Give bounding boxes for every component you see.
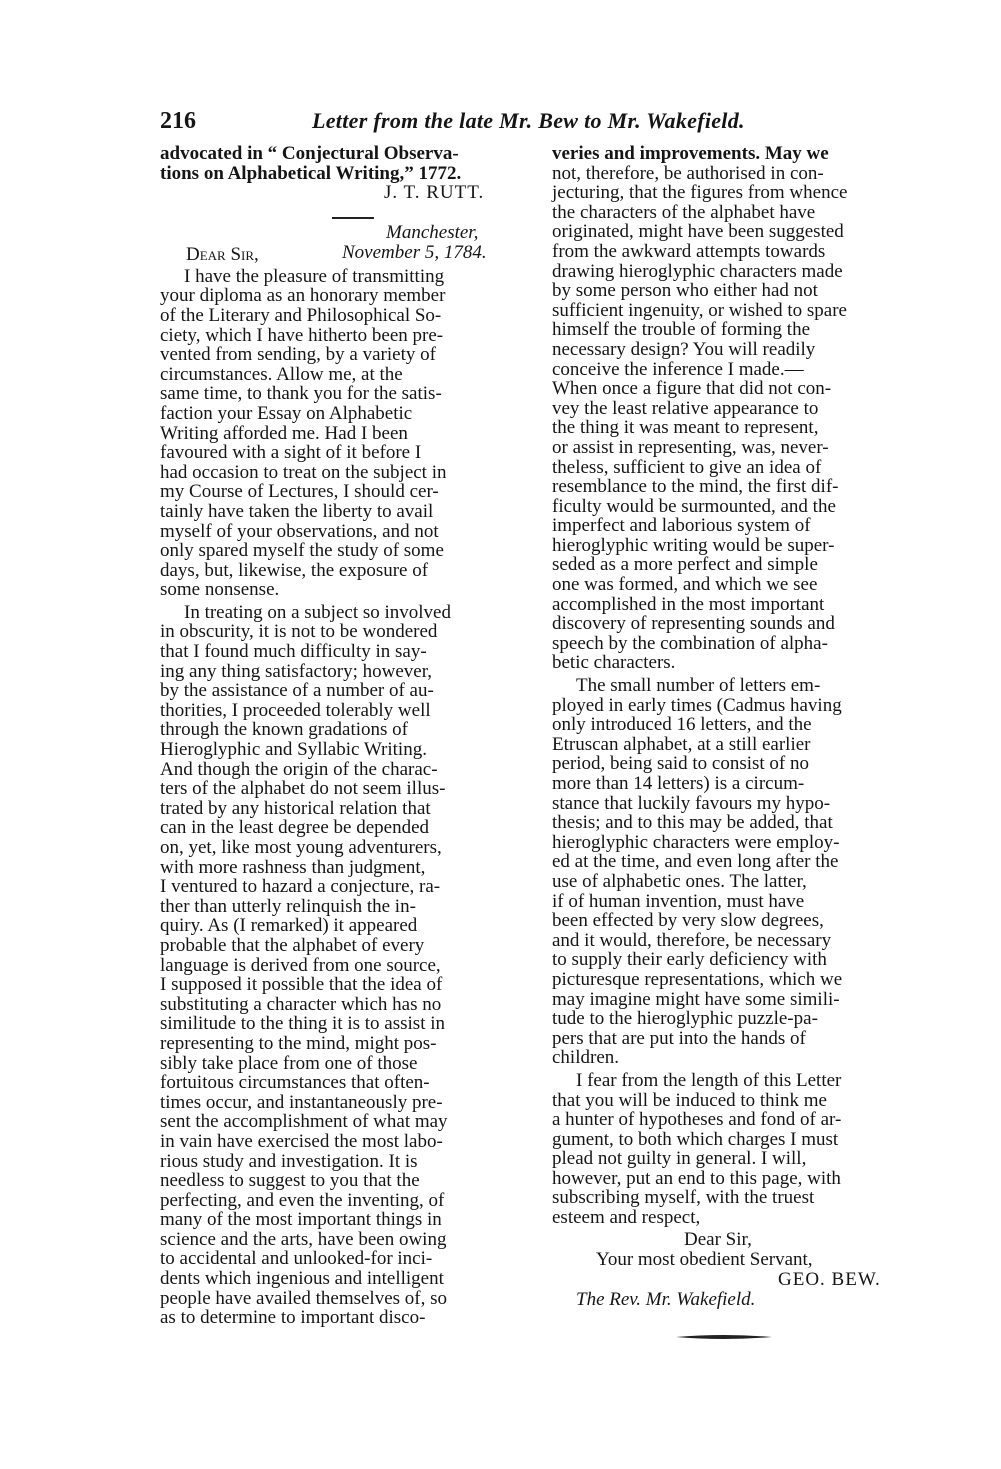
text-line: by the assistance of a number of au- [160, 680, 434, 702]
text-line: of the Literary and Philosophical So- [160, 304, 442, 326]
text-line: I fear from the length of this Letter [576, 1069, 842, 1091]
text-line: ficulty would be surmounted, and the [552, 495, 836, 517]
text-line: jecturing, that the figures from whence [552, 182, 848, 204]
text-line: ters of the alphabet do not seem illus- [160, 778, 446, 800]
text-line: speech by the combination of alpha- [552, 632, 828, 654]
letter-dateline [160, 223, 534, 263]
text-line: only spared myself the study of some [160, 540, 444, 562]
text-line: representing to the mind, might pos- [160, 1032, 437, 1054]
paragraph-3 [552, 676, 906, 1068]
text-line: sufficient ingenuity, or wished to spare [552, 299, 847, 321]
text-line: subscribing myself, with the truest [552, 1187, 815, 1209]
left-column [160, 144, 534, 1328]
text-line: And though the origin of the charac- [160, 758, 438, 780]
text-line: people have availed themselves of, so [160, 1287, 448, 1309]
paragraph-1 [160, 267, 534, 600]
text-line: from the awkward attempts towards [552, 240, 826, 262]
paragraph-2 [160, 603, 534, 1328]
text-line: in obscurity, it is not to be wondered [160, 621, 438, 643]
text-line: trated by any historical relation that [160, 797, 431, 819]
text-line: seded as a more perfect and simple [552, 554, 818, 576]
intro-line: tions on Alphabetical Writing,” 1772. [160, 162, 462, 184]
text-line: to accidental and unlooked-for inci- [160, 1248, 433, 1270]
text-line: accomplished in the most important [552, 593, 825, 615]
text-line: tude to the hieroglyphic puzzle-pa- [552, 1008, 818, 1030]
text-line: himself the trouble of forming the [552, 319, 811, 341]
text-line: The small number of letters em- [576, 675, 821, 697]
text-line: ing any thing satisfactory; however, [160, 660, 433, 682]
text-line: if of human invention, must have [552, 890, 805, 912]
text-line: as to determine to important disco- [160, 1307, 426, 1329]
text-line: only introduced 16 letters, and the [552, 714, 812, 736]
text-line: substituting a character which has no [160, 993, 442, 1015]
text-line: plead not guilty in general. I will, [552, 1148, 807, 1170]
running-title: Letter from the late Mr. Bew to Mr. Wakefield. [312, 108, 745, 133]
signature-name: GEO. BEW. [778, 1268, 881, 1290]
text-line: ther than utterly relinquish the in- [160, 895, 416, 917]
text-line: language is derived from one source, [160, 954, 441, 976]
text-line: thesis; and to this may be added, that [552, 812, 833, 834]
text-line: or assist in representing, was, never- [552, 436, 829, 458]
text-line: discovery of representing sounds and [552, 613, 835, 635]
text-line: stance that luckily favours my hypo- [552, 792, 831, 814]
letter-date: November 5, 1784. [342, 241, 487, 263]
text-line: sent the accomplishment of what may [160, 1111, 448, 1133]
text-line: your diploma as an honorary member [160, 285, 446, 307]
text-line: circumstances. Allow me, at the [160, 363, 403, 385]
text-line: my Course of Lectures, I should cer- [160, 481, 439, 503]
text-line: pers that are put into the hands of [552, 1027, 806, 1049]
text-line: veries and improvements. May we [552, 143, 829, 164]
closing-phrase: Your most obedient Servant, [596, 1248, 813, 1270]
text-line: drawing hieroglyphic characters made [552, 260, 843, 282]
text-line: to supply their early deficiency with [552, 949, 827, 971]
text-line: When once a figure that did not con- [552, 378, 832, 400]
text-line: rious study and investigation. It is [160, 1150, 418, 1172]
text-line: and it would, therefore, be necessary [552, 929, 832, 951]
text-line: not, therefore, be authorised in con- [552, 162, 824, 184]
text-line: a hunter of hypotheses and fond of ar- [552, 1109, 842, 1131]
text-line: that you will be induced to think me [552, 1089, 827, 1111]
text-line: needless to suggest to you that the [160, 1170, 420, 1192]
text-line: use of alphabetic ones. The latter, [552, 870, 807, 892]
letter-closing [552, 1230, 906, 1310]
text-line: children. [552, 1047, 620, 1069]
text-line: Writing afforded me. Had I been [160, 422, 408, 444]
paragraph-4 [552, 1071, 906, 1228]
text-line: vented from sending, by a variety of [160, 344, 436, 366]
text-line: more than 14 letters) is a circum- [552, 773, 805, 794]
text-line: esteem and respect, [552, 1207, 701, 1229]
text-line: ployed in early times (Cadmus having [552, 694, 842, 716]
text-line: same time, to thank you for the satis- [160, 383, 442, 405]
text-line: had occasion to treat on the subject in [160, 461, 447, 483]
text-line: may imagine might have some simili- [552, 988, 840, 1010]
text-line: thorities, I proceeded tolerably well [160, 699, 431, 721]
text-line: myself of your observations, and not [160, 520, 439, 542]
text-line: imperfect and laborious system of [552, 515, 811, 537]
text-line: picturesque representations, which we [552, 968, 843, 990]
end-ornament [676, 1332, 772, 1342]
text-line: ciety, which I have hitherto been pre- [160, 324, 444, 346]
text-line: however, put an end to this page, with [552, 1167, 841, 1189]
text-line: conceive the inference I made.— [552, 358, 804, 380]
text-line: necessary design? You will readily [552, 338, 816, 360]
date-place: Manchester, [386, 221, 479, 243]
salutation: Dear Sir, [186, 243, 259, 265]
text-line: through the known gradations of [160, 719, 409, 741]
text-line: similitude to the thing it is to assist in [160, 1013, 446, 1035]
text-line: theless, sufficient to give an idea of [552, 456, 822, 478]
text-line: I ventured to hazard a conjecture, ra- [160, 876, 441, 898]
text-line: originated, might have been suggested [552, 221, 844, 243]
text-line: by some person who either had not [552, 280, 818, 302]
addressee: The Rev. Mr. Wakefield. [576, 1288, 756, 1310]
text-line: in vain have exercised the most labo- [160, 1130, 443, 1152]
text-line: Hieroglyphic and Syllabic Writing. [160, 739, 427, 761]
text-line: ed at the time, and even long after the [552, 851, 839, 873]
text-line: times occur, and instantaneously pre- [160, 1091, 443, 1113]
text-line: tainly have taken the liberty to avail [160, 500, 434, 522]
text-line: I have the pleasure of transmitting [184, 265, 445, 287]
text-line: period, being said to consist of no [552, 753, 809, 775]
text-line: probable that the alphabet of every [160, 934, 425, 956]
text-line: on, yet, like most young adventurers, [160, 837, 442, 858]
text-line: faction your Essay on Alphabetic [160, 402, 413, 424]
section-divider [332, 217, 374, 219]
intro-line: advocated in “ Conjectural Observa- [160, 143, 459, 164]
text-line: quiry. As (I remarked) it appeared [160, 915, 418, 937]
text-line: been effected by very slow degrees, [552, 910, 824, 932]
text-line: betic characters. [552, 652, 676, 674]
intro-signer: J. T. RUTT. [384, 182, 485, 204]
text-line: one was formed, and which we see [552, 574, 818, 596]
text-line: vey the least relative appearance to [552, 397, 819, 419]
text-line: the characters of the alphabet have [552, 201, 816, 223]
text-line: the thing it was meant to represent, [552, 417, 819, 439]
closing-salutation: Dear Sir, [684, 1228, 752, 1250]
text-line: many of the most important things in [160, 1209, 442, 1231]
page-number: 216 [160, 108, 196, 134]
text-line: favoured with a sight of it before I [160, 442, 422, 464]
paragraph-2-continued [552, 144, 906, 673]
text-line: sibly take place from one of those [160, 1052, 418, 1074]
text-line: hieroglyphic characters were employ- [552, 831, 840, 853]
text-line: days, but, likewise, the exposure of [160, 559, 429, 581]
page-header [160, 108, 880, 140]
text-line: with more rashness than judgment, [160, 856, 426, 878]
text-line: fortuitous circumstances that often- [160, 1072, 430, 1094]
text-line: some nonsense. [160, 579, 280, 601]
text-line: perfecting, and even the inventing, of [160, 1189, 445, 1211]
text-line: can in the least degree be depended [160, 817, 430, 839]
text-line: hieroglyphic writing would be super- [552, 534, 835, 556]
text-line: In treating on a subject so involved [184, 601, 451, 623]
text-line: science and the arts, have been owing [160, 1228, 447, 1250]
text-line: gument, to both which charges I must [552, 1128, 839, 1150]
text-line: resemblance to the mind, the first dif- [552, 476, 839, 498]
text-line: that I found much difficulty in say- [160, 641, 427, 663]
text-line: Etruscan alphabet, at a still earlier [552, 733, 811, 755]
text-line: I supposed it possible that the idea of [160, 974, 443, 996]
text-line: dents which ingenious and intelligent [160, 1268, 444, 1290]
right-column [552, 144, 906, 1346]
